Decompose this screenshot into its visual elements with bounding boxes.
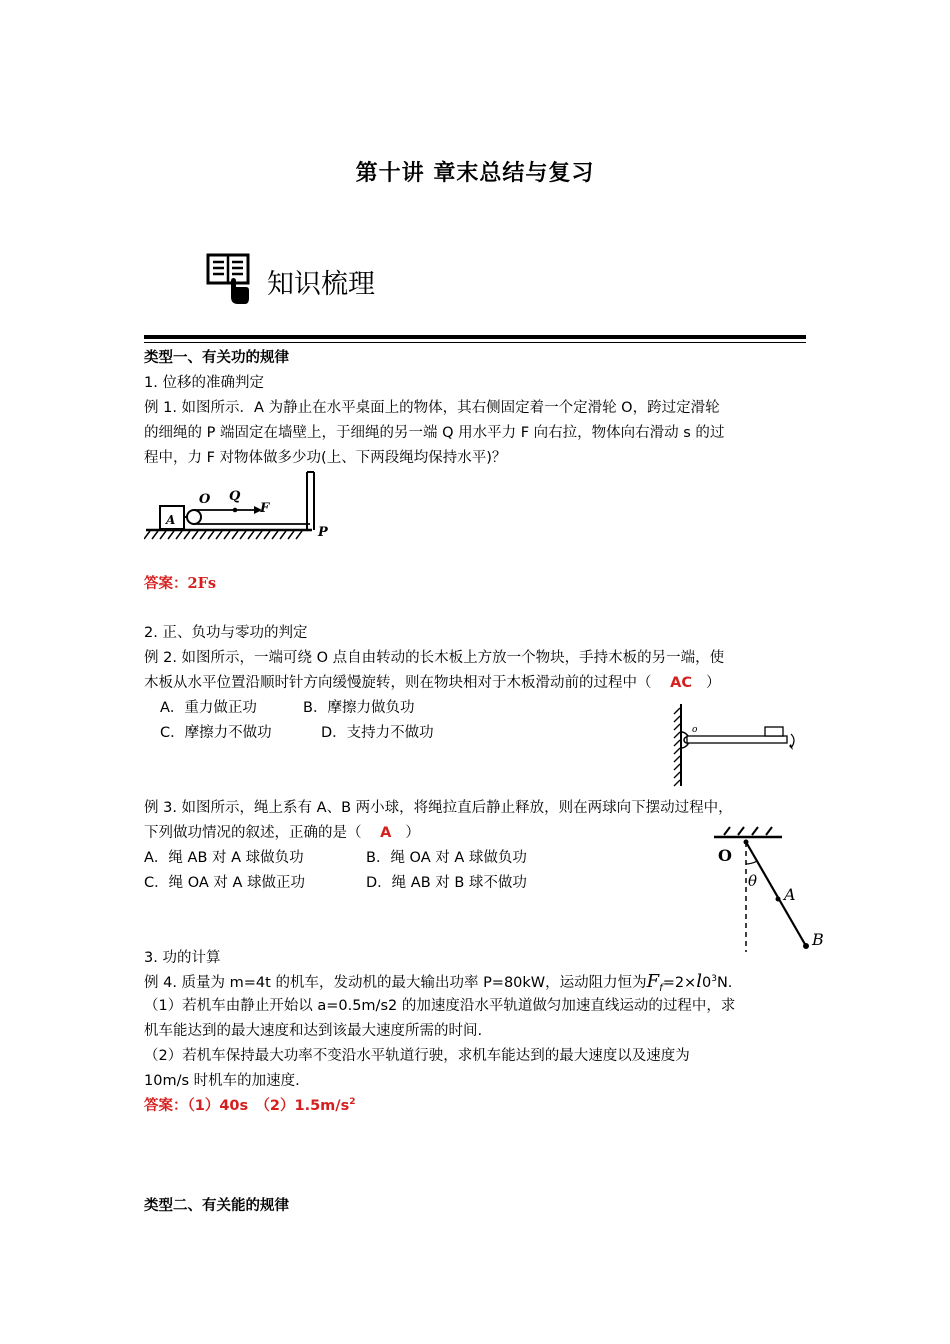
ex3-label-a: A [784, 885, 796, 904]
ex4-exponent: 3 [711, 974, 717, 985]
ex3-figure [706, 824, 830, 954]
ex2-option-c: C．摩擦力不做功 [160, 725, 272, 741]
ex4-q1-line1: （1）若机车由静止开始以 a=0.5m/s2 的加速度沿水平轨道做匀加速直线运动的过程中，求 [144, 998, 736, 1014]
ex1-label-q: Q [229, 489, 241, 504]
ex4-line1 [144, 969, 814, 996]
ex1-answer [144, 571, 814, 597]
ex2-line2 [144, 671, 814, 696]
ex3-label-b: B [812, 930, 824, 949]
ex4-answer-label: 答案： [144, 1098, 188, 1114]
ex1-line1: 例 1. 如图所示．A 为静止在水平桌面上的物体，其右侧固定着一个定滑轮 O，跨过定滑轮 [144, 400, 720, 416]
ex2-figure [665, 700, 810, 790]
ex2-label-o: o [692, 725, 698, 735]
sub3-heading: 3. 功的计算 [144, 950, 221, 966]
page-title: 第十讲 章末总结与复习 [355, 161, 595, 186]
ex4-zero: 0 [701, 975, 712, 991]
reading-book-icon [205, 252, 253, 308]
section-title: 知识梳理 [267, 269, 375, 300]
ex2-option-a: A．重力做正功 [160, 700, 257, 716]
type2-heading: 类型二、有关能的规律 [144, 1198, 289, 1214]
ex3-line2-end: ） [405, 825, 420, 841]
ex4-q2-line1: （2）若机车保持最大功率不变沿水平轨道行驶，求机车能达到的最大速度以及速度为 [144, 1048, 690, 1064]
ex1-label-p: P [318, 525, 328, 540]
sub1-heading: 1. 位移的准确判定 [144, 375, 264, 391]
ex2-line2-text: 木板从水平位置沿顺时针方向缓慢旋转，则在物块相对于木板滑动前的过程中（ [144, 675, 652, 691]
type1-heading: 类型一、有关功的规律 [144, 350, 289, 366]
ex1-label-a: A [166, 513, 176, 527]
ex4-force-symbol: F [646, 971, 660, 992]
ex4-force-subscript: f [659, 982, 663, 994]
ex2-option-d: D．支持力不做功 [321, 725, 434, 741]
ex3-line1: 例 3. 如图所示，绳上系有 A、B 两小球，将绳拉直后静止释放，则在两球向下摆动过程中， [144, 800, 733, 816]
ex1-label-f: F [260, 501, 270, 516]
ex4-q2-line2: 10m/s 时机车的加速度. [144, 1073, 300, 1089]
heading-rule-thick [144, 335, 806, 339]
ex3-option-b: B．绳 OA 对 A 球做负功 [366, 850, 527, 866]
ex3-label-o: O [718, 846, 732, 865]
ex3-option-a: A．绳 AB 对 A 球做负功 [144, 850, 304, 866]
ex1-figure [144, 468, 334, 544]
sub2-heading: 2. 正、负功与零功的判定 [144, 625, 308, 641]
ex2-option-b: B．摩擦力做负功 [303, 700, 415, 716]
ex1-line3: 程中，力 F 对物体做多少功(上、下两段绳均保持水平)？ [144, 450, 507, 466]
ex2-line2-end: ） [705, 675, 721, 691]
ex1-line2: 的细绳的 P 端固定在墙壁上，于细绳的另一端 Q 用水平力 F 向右拉，物体向右滑动 s 的过 [144, 425, 725, 441]
ex1-answer-value: 2Fs [187, 575, 217, 592]
ex4-answer-exponent: 2 [349, 1097, 356, 1108]
ex3-line2-text: 下列做功情况的叙述，正确的是（ [144, 825, 362, 841]
ex2-answer: AC [670, 675, 692, 691]
heading-rule-thin [144, 342, 806, 343]
ex4-l-symbol: l [696, 971, 702, 992]
ex4-equals: =2× [662, 975, 697, 991]
ex3-option-d: D．绳 AB 对 B 球不做功 [366, 875, 527, 891]
ex4-answer-value: （1）40s （2）1.5m/s [187, 1098, 350, 1114]
ex1-label-o: O [199, 492, 211, 507]
ex4-unit: N. [716, 975, 733, 991]
ex3-label-theta: θ [748, 872, 758, 890]
ex2-line1: 例 2. 如图所示，一端可绕 O 点自由转动的长木板上方放一个物块，手持木板的另一端，使 [144, 650, 725, 666]
ex1-answer-label: 答案： [144, 576, 188, 592]
ex4-answer [144, 1094, 814, 1119]
ex3-answer: A [380, 825, 392, 841]
ex4-line1-text: 例 4. 质量为 m=4t 的机车，发动机的最大输出功率 P=80kW，运动阻力恒为 [144, 975, 647, 991]
ex4-q1-line2: 机车能达到的最大速度和达到该最大速度所需的时间. [144, 1023, 483, 1039]
ex3-option-c: C．绳 OA 对 A 球做正功 [144, 875, 306, 891]
